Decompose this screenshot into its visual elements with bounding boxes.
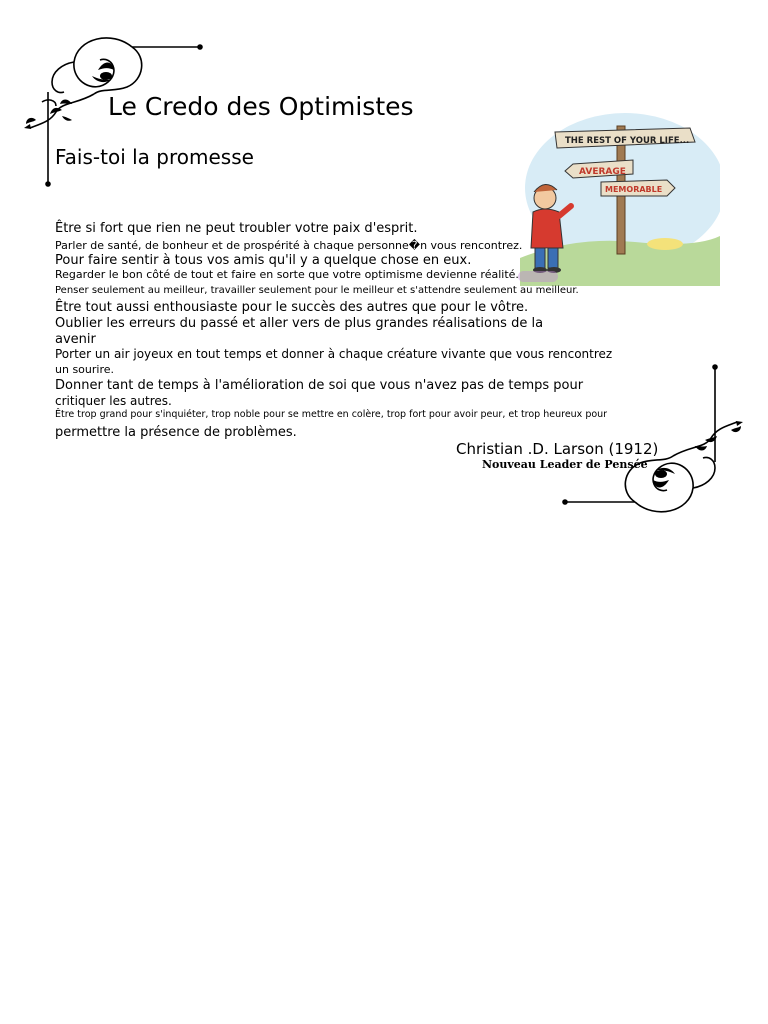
- credo-line: Être si fort que rien ne peut troubler votre paix d'esprit.: [55, 221, 418, 236]
- credo-line: Oublier les erreurs du passé et aller vers de plus grandes réalisations de la: [55, 316, 544, 331]
- credo-line: Regarder le bon côté de tout et faire en sorte que votre optimisme devienne réalité.: [55, 268, 519, 281]
- text-highlight-mark: [518, 271, 558, 282]
- credo-line: Être tout aussi enthousiaste pour le succès des autres que pour le vôtre.: [55, 300, 529, 315]
- sign-left-text: AVERAGE: [579, 167, 626, 177]
- credo-line: Penser seulement au meilleur, travailler seulement pour le meilleur et s'attendre seulement au meilleur.: [55, 285, 579, 296]
- page-title: Le Credo des Optimistes: [108, 92, 414, 121]
- credo-line: un sourire.: [55, 363, 114, 376]
- sign-top-text: THE REST OF YOUR LIFE...: [565, 136, 690, 146]
- sign-right-text: MEMORABLE: [605, 185, 663, 194]
- credo-line: permettre la présence de problèmes.: [55, 425, 297, 440]
- credo-line: Porter un air joyeux en tout temps et donner à chaque créature vivante que vous rencontrez: [55, 347, 613, 361]
- author-name: Christian .D. Larson (1912): [456, 440, 659, 458]
- book-title: Nouveau Leader de Pensée: [482, 458, 648, 471]
- credo-line: Donner tant de temps à l'amélioration de soi que vous n'avez pas de temps pour: [55, 378, 584, 393]
- credo-line: Être trop grand pour s'inquiéter, trop noble pour se mettre en colère, trop fort pour avoir peur, et trop heureux pour: [55, 409, 608, 420]
- credo-line: Parler de santé, de bonheur et de prospérité à chaque personne�n vous rencontrez.: [55, 239, 523, 252]
- credo-line: critiquer les autres.: [55, 394, 172, 408]
- signpost-cartoon-illustration: [515, 108, 720, 286]
- page-subtitle: Fais-toi la promesse: [55, 145, 254, 169]
- credo-line: avenir: [55, 332, 96, 347]
- credo-line: Pour faire sentir à tous vos amis qu'il y a quelque chose en eux.: [55, 253, 472, 268]
